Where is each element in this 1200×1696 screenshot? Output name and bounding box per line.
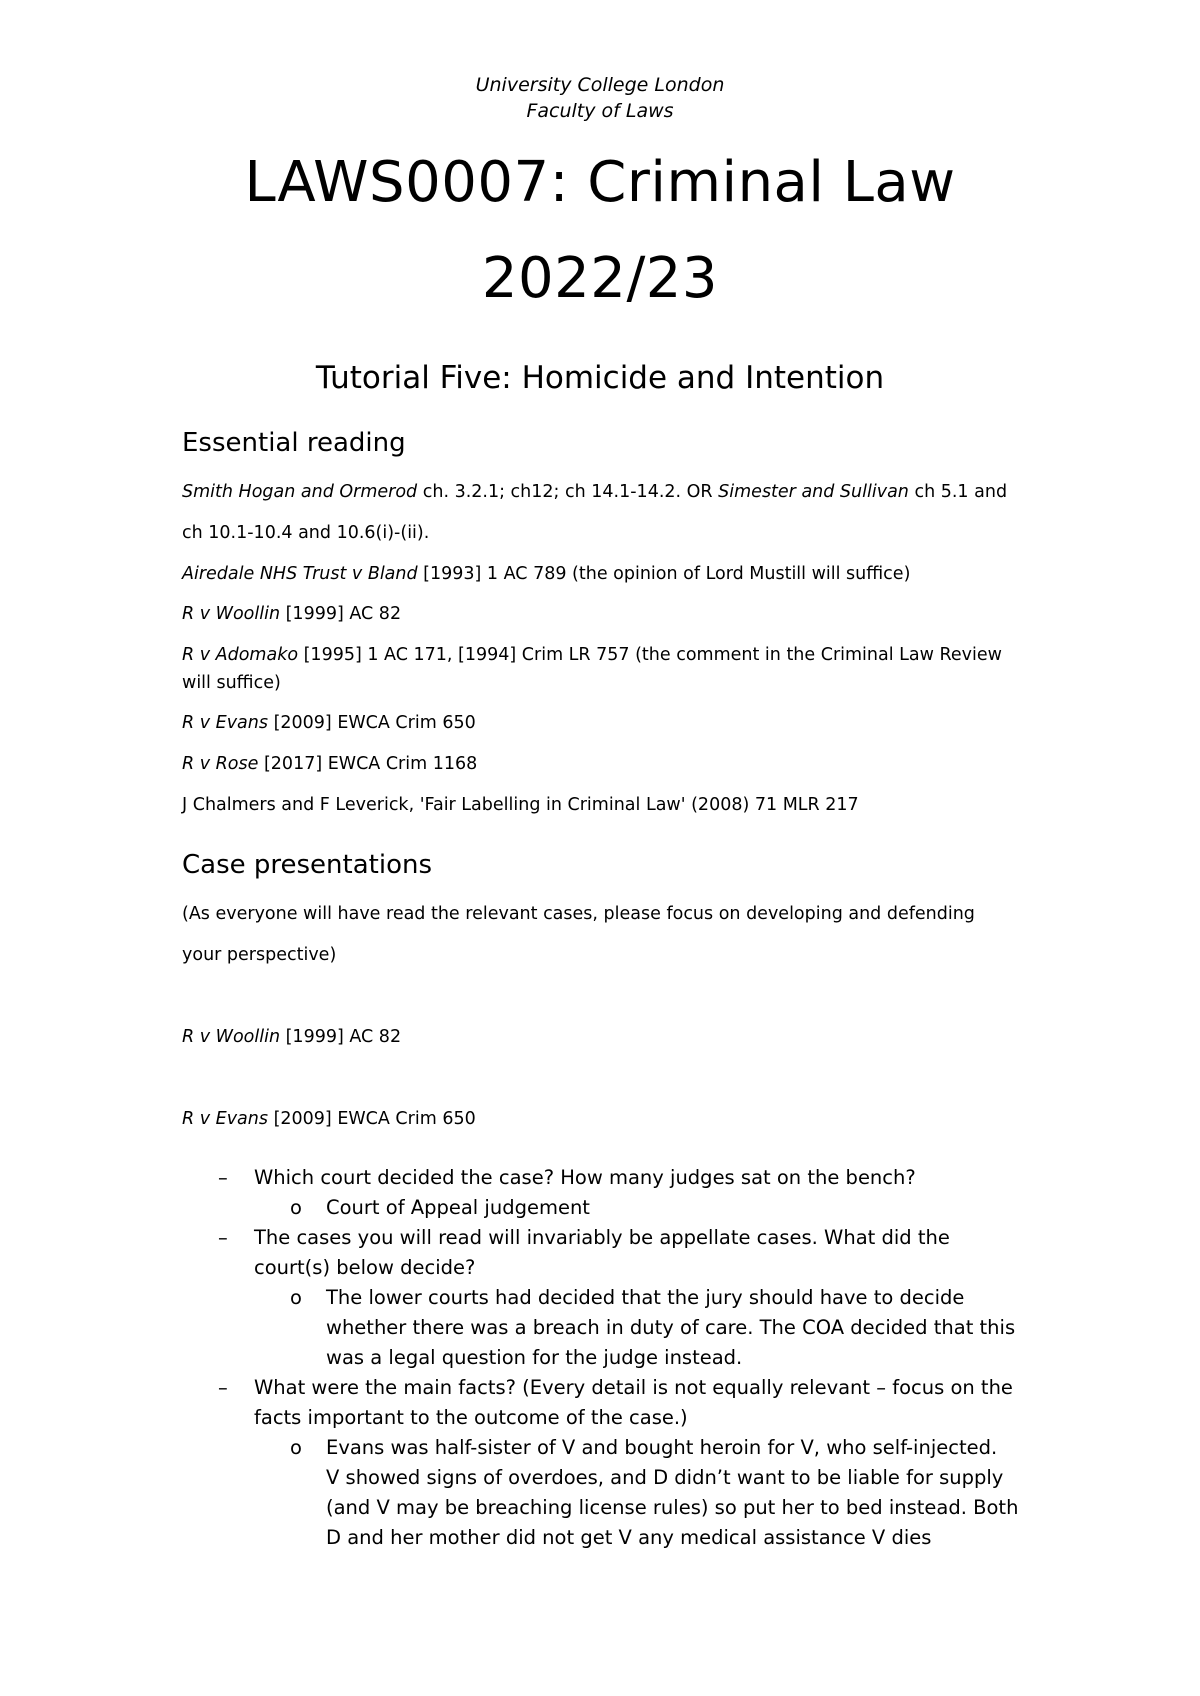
reading-item: Airedale NHS Trust v Bland [1993] 1 AC 789 (the opinion of Lord Mustill will suffice): [182, 564, 911, 584]
circle-bullet: o: [290, 1436, 302, 1459]
reading-item: will suffice): [182, 673, 281, 693]
case-intro-line: (As everyone will have read the relevant cases, please focus on developing and defending: [182, 904, 975, 924]
reading-item: Smith Hogan and Ormerod ch. 3.2.1; ch12; ch 14.1-14.2. OR Simester and Sullivan ch 5.1 and: [182, 482, 1008, 502]
reading-item: R v Evans [2009] EWCA Crim 650: [182, 713, 476, 733]
answer-line: The lower courts had decided that the jury should have to decide: [326, 1286, 965, 1309]
institution-name: University College London: [475, 74, 725, 96]
question-line: The cases you will read will invariably be appellate cases. What did the: [254, 1226, 950, 1249]
course-title: LAWS0007: Criminal Law: [244, 150, 956, 215]
faculty-name: Faculty of Laws: [526, 100, 674, 122]
reading-item: J Chalmers and F Leverick, 'Fair Labelling in Criminal Law' (2008) 71 MLR 217: [182, 795, 859, 815]
answer-line: (and V may be breaching license rules) so put her to bed instead. Both: [326, 1496, 1019, 1519]
reading-item: ch 10.1-10.4 and 10.6(i)-(ii).: [182, 523, 430, 543]
answer-line: V showed signs of overdoes, and D didn’t want to be liable for supply: [326, 1466, 1004, 1489]
question-line: What were the main facts? (Every detail is not equally relevant – focus on the: [254, 1376, 1013, 1399]
answer-line: whether there was a breach in duty of care. The COA decided that this: [326, 1316, 1016, 1339]
question-line: facts important to the outcome of the case.): [254, 1406, 688, 1429]
essential-reading-heading: Essential reading: [182, 428, 406, 458]
answer-line: Court of Appeal judgement: [326, 1196, 590, 1219]
academic-year: 2022/23: [481, 246, 719, 311]
question-line: court(s) below decide?: [254, 1256, 476, 1279]
reading-item: R v Woollin [1999] AC 82: [182, 604, 402, 624]
case-presentations-heading: Case presentations: [182, 850, 433, 880]
case-intro-line: your perspective): [182, 945, 337, 965]
dash-bullet: –: [218, 1226, 228, 1249]
answer-line: was a legal question for the judge instead.: [326, 1346, 743, 1369]
reading-item: R v Rose [2017] EWCA Crim 1168: [182, 754, 478, 774]
reading-item: R v Adomako [1995] 1 AC 171, [1994] Crim LR 757 (the comment in the Criminal Law Review: [182, 645, 1002, 665]
circle-bullet: o: [290, 1286, 302, 1309]
case-evans: R v Evans [2009] EWCA Crim 650: [182, 1109, 476, 1129]
circle-bullet: o: [290, 1196, 302, 1219]
question-line: Which court decided the case? How many judges sat on the bench?: [254, 1166, 916, 1189]
answer-line: D and her mother did not get V any medical assistance V dies: [326, 1526, 932, 1549]
dash-bullet: –: [218, 1166, 228, 1189]
answer-line: Evans was half-sister of V and bought heroin for V, who self-injected.: [326, 1436, 998, 1459]
case-woollin: R v Woollin [1999] AC 82: [182, 1027, 402, 1047]
dash-bullet: –: [218, 1376, 228, 1399]
tutorial-title: Tutorial Five: Homicide and Intention: [315, 360, 885, 396]
